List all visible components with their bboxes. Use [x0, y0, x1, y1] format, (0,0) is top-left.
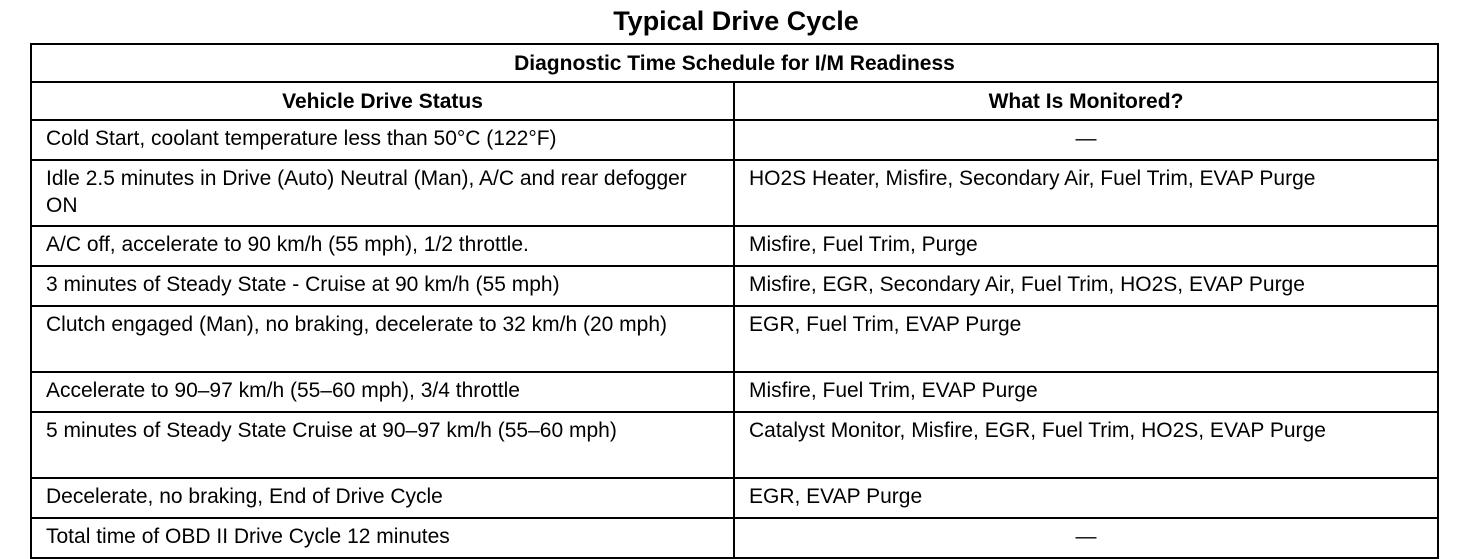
- monitored-cell: —: [734, 120, 1438, 160]
- monitored-cell: —: [734, 518, 1438, 558]
- monitored-cell: Misfire, EGR, Secondary Air, Fuel Trim, HO2S, EVAP Purge: [734, 266, 1438, 306]
- monitored-cell: Misfire, Fuel Trim, Purge: [734, 226, 1438, 266]
- table-row: [31, 306, 1438, 372]
- table-row: [31, 518, 1438, 558]
- table-header-row: [31, 82, 1438, 120]
- column-header-monitored: What Is Monitored?: [734, 82, 1438, 120]
- drive-status-cell: Idle 2.5 minutes in Drive (Auto) Neutral (Man), A/C and rear defogger ON: [31, 160, 734, 226]
- table-row: [31, 412, 1438, 478]
- table-caption-row: [31, 44, 1438, 82]
- table-row: [31, 478, 1438, 518]
- monitored-cell: HO2S Heater, Misfire, Secondary Air, Fuel Trim, EVAP Purge: [734, 160, 1438, 226]
- drive-cycle-table: [30, 43, 1439, 559]
- page-title: Typical Drive Cycle: [613, 6, 859, 36]
- monitored-cell: EGR, Fuel Trim, EVAP Purge: [734, 306, 1438, 372]
- column-header-drive-status: Vehicle Drive Status: [31, 82, 734, 120]
- table-row: [31, 160, 1438, 226]
- drive-status-cell: 3 minutes of Steady State - Cruise at 90 km/h (55 mph): [31, 266, 734, 306]
- drive-status-cell: Accelerate to 90–97 km/h (55–60 mph), 3/4 throttle: [31, 372, 734, 412]
- table-caption: Diagnostic Time Schedule for I/M Readiness: [31, 44, 1438, 82]
- monitored-cell: Catalyst Monitor, Misfire, EGR, Fuel Trim, HO2S, EVAP Purge: [734, 412, 1438, 478]
- drive-status-cell: Cold Start, coolant temperature less than 50°C (122°F): [31, 120, 734, 160]
- drive-status-cell: 5 minutes of Steady State Cruise at 90–97 km/h (55–60 mph): [31, 412, 734, 478]
- drive-status-cell: Clutch engaged (Man), no braking, decelerate to 32 km/h (20 mph): [31, 306, 734, 372]
- drive-status-cell: A/C off, accelerate to 90 km/h (55 mph), 1/2 throttle.: [31, 226, 734, 266]
- drive-status-cell: Decelerate, no braking, End of Drive Cycle: [31, 478, 734, 518]
- table-row: [31, 266, 1438, 306]
- table-row: [31, 372, 1438, 412]
- table-row: [31, 226, 1438, 266]
- monitored-cell: EGR, EVAP Purge: [734, 478, 1438, 518]
- drive-status-cell: Total time of OBD II Drive Cycle 12 minutes: [31, 518, 734, 558]
- monitored-cell: Misfire, Fuel Trim, EVAP Purge: [734, 372, 1438, 412]
- table-row: [31, 120, 1438, 160]
